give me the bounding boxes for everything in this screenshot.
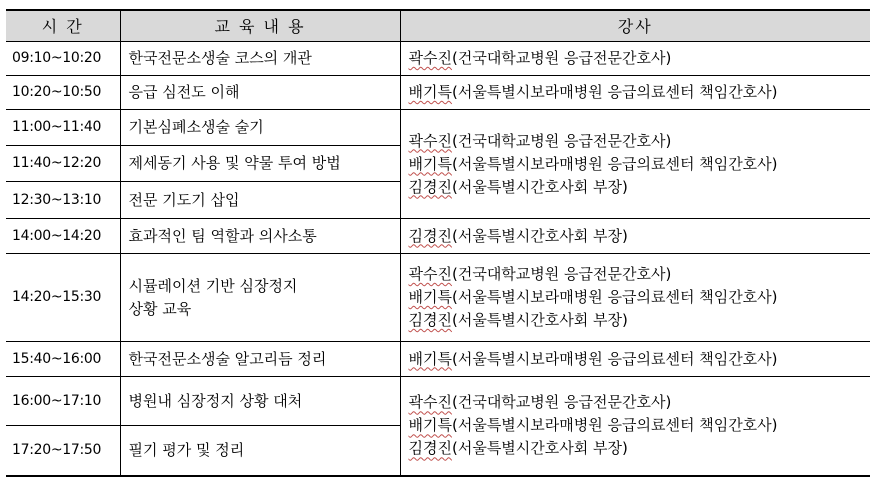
table-row <box>6 76 870 110</box>
content-line: 상황 교육 <box>128 299 192 318</box>
instructor-affiliation: (서울특별시보라매병원 응급의료센터 책임간호사) <box>451 349 778 368</box>
instructor-line <box>409 153 871 176</box>
time-cell: 11:00~11:40 <box>6 110 120 146</box>
table-row <box>6 42 870 76</box>
instructor-affiliation: (서울특별시보라매병원 응급의료센터 책임간호사) <box>451 416 778 435</box>
instructor-name: 곽수진 <box>408 393 452 412</box>
instructor-cell <box>400 342 870 377</box>
instructor-name: 배기특 <box>408 154 452 173</box>
table-row <box>6 342 870 377</box>
time-cell: 15:40~16:00 <box>6 342 120 377</box>
instructor-cell <box>400 110 870 219</box>
content-cell: 한국전문소생술 코스의 개관 <box>120 42 400 76</box>
content-cell: 병원내 심장정지 상황 대처 <box>120 377 400 426</box>
instructor-affiliation: (건국대학교병원 응급전문간호사) <box>451 49 672 67</box>
instructor-name: 곽수진 <box>408 49 452 67</box>
header-time: 시 간 <box>6 10 120 42</box>
instructor-cell <box>400 377 870 476</box>
instructor-line <box>409 391 871 414</box>
instructor-name: 배기특 <box>408 83 452 101</box>
instructor-line <box>409 263 871 286</box>
instructor-name: 곽수진 <box>408 131 452 150</box>
instructor-line <box>409 286 871 309</box>
time-cell: 12:30~13:10 <box>6 182 120 219</box>
time-cell: 11:40~12:20 <box>6 146 120 182</box>
instructor-affiliation: (서울특별시간호사회 부장) <box>451 311 628 329</box>
time-cell: 16:00~17:10 <box>6 377 120 426</box>
instructor-affiliation: (건국대학교병원 응급전문간호사) <box>451 131 672 150</box>
table-row <box>6 254 870 342</box>
time-cell: 17:20~17:50 <box>6 426 120 476</box>
instructor-name: 배기특 <box>408 288 452 306</box>
table-row <box>6 377 870 426</box>
time-cell: 09:10~10:20 <box>6 42 120 76</box>
instructor-cell <box>400 219 870 254</box>
instructor-affiliation: (건국대학교병원 응급전문간호사) <box>451 265 672 283</box>
content-cell <box>120 254 400 342</box>
instructor-line <box>409 227 628 245</box>
time-cell: 10:20~10:50 <box>6 76 120 110</box>
instructor-affiliation: (서울특별시보라매병원 응급의료센터 책임간호사) <box>451 83 778 101</box>
instructor-affiliation: (서울특별시간호사회 부장) <box>451 226 628 245</box>
instructor-line <box>409 130 871 153</box>
content-cell: 효과적인 팀 역할과 의사소통 <box>120 219 400 254</box>
instructor-name: 김경진 <box>408 439 452 458</box>
instructor-name: 배기특 <box>408 349 452 368</box>
training-schedule-table <box>6 9 870 477</box>
content-cell: 필기 평가 및 정리 <box>120 426 400 476</box>
instructor-cell <box>400 42 870 76</box>
instructor-line <box>409 309 871 332</box>
instructor-name: 배기특 <box>408 416 452 435</box>
content-cell: 한국전문소생술 알고리듬 정리 <box>120 342 400 377</box>
instructor-affiliation: (서울특별시간호사회 부장) <box>451 177 628 196</box>
instructor-line <box>409 350 778 368</box>
content-line: 시뮬레이션 기반 심장정지 <box>128 276 298 295</box>
instructor-line <box>409 414 871 437</box>
instructor-line <box>409 176 871 199</box>
time-cell: 14:00~14:20 <box>6 219 120 254</box>
instructor-affiliation: (서울특별시보라매병원 응급의료센터 책임간호사) <box>451 288 778 306</box>
instructor-line <box>409 49 672 67</box>
content-cell: 기본심폐소생술 술기 <box>120 110 400 146</box>
instructor-cell <box>400 254 870 342</box>
content-cell: 응급 심전도 이해 <box>120 76 400 110</box>
header-content: 교 육 내 용 <box>120 10 400 42</box>
instructor-line <box>409 83 778 101</box>
instructor-affiliation: (서울특별시보라매병원 응급의료센터 책임간호사) <box>451 154 778 173</box>
instructor-name: 김경진 <box>408 311 452 329</box>
instructor-line <box>409 437 871 460</box>
table-row <box>6 110 870 146</box>
instructor-affiliation: (서울특별시간호사회 부장) <box>451 439 628 458</box>
instructor-name: 김경진 <box>408 226 452 245</box>
content-cell: 제세동기 사용 및 약물 투여 방법 <box>120 146 400 182</box>
instructor-name: 김경진 <box>408 177 452 196</box>
instructor-affiliation: (건국대학교병원 응급전문간호사) <box>451 393 672 412</box>
time-cell: 14:20~15:30 <box>6 254 120 342</box>
header-row <box>6 10 870 42</box>
header-instructor: 강사 <box>400 10 870 42</box>
instructor-name: 곽수진 <box>408 265 452 283</box>
content-cell: 전문 기도기 삽입 <box>120 182 400 219</box>
table-row <box>6 219 870 254</box>
instructor-cell <box>400 76 870 110</box>
